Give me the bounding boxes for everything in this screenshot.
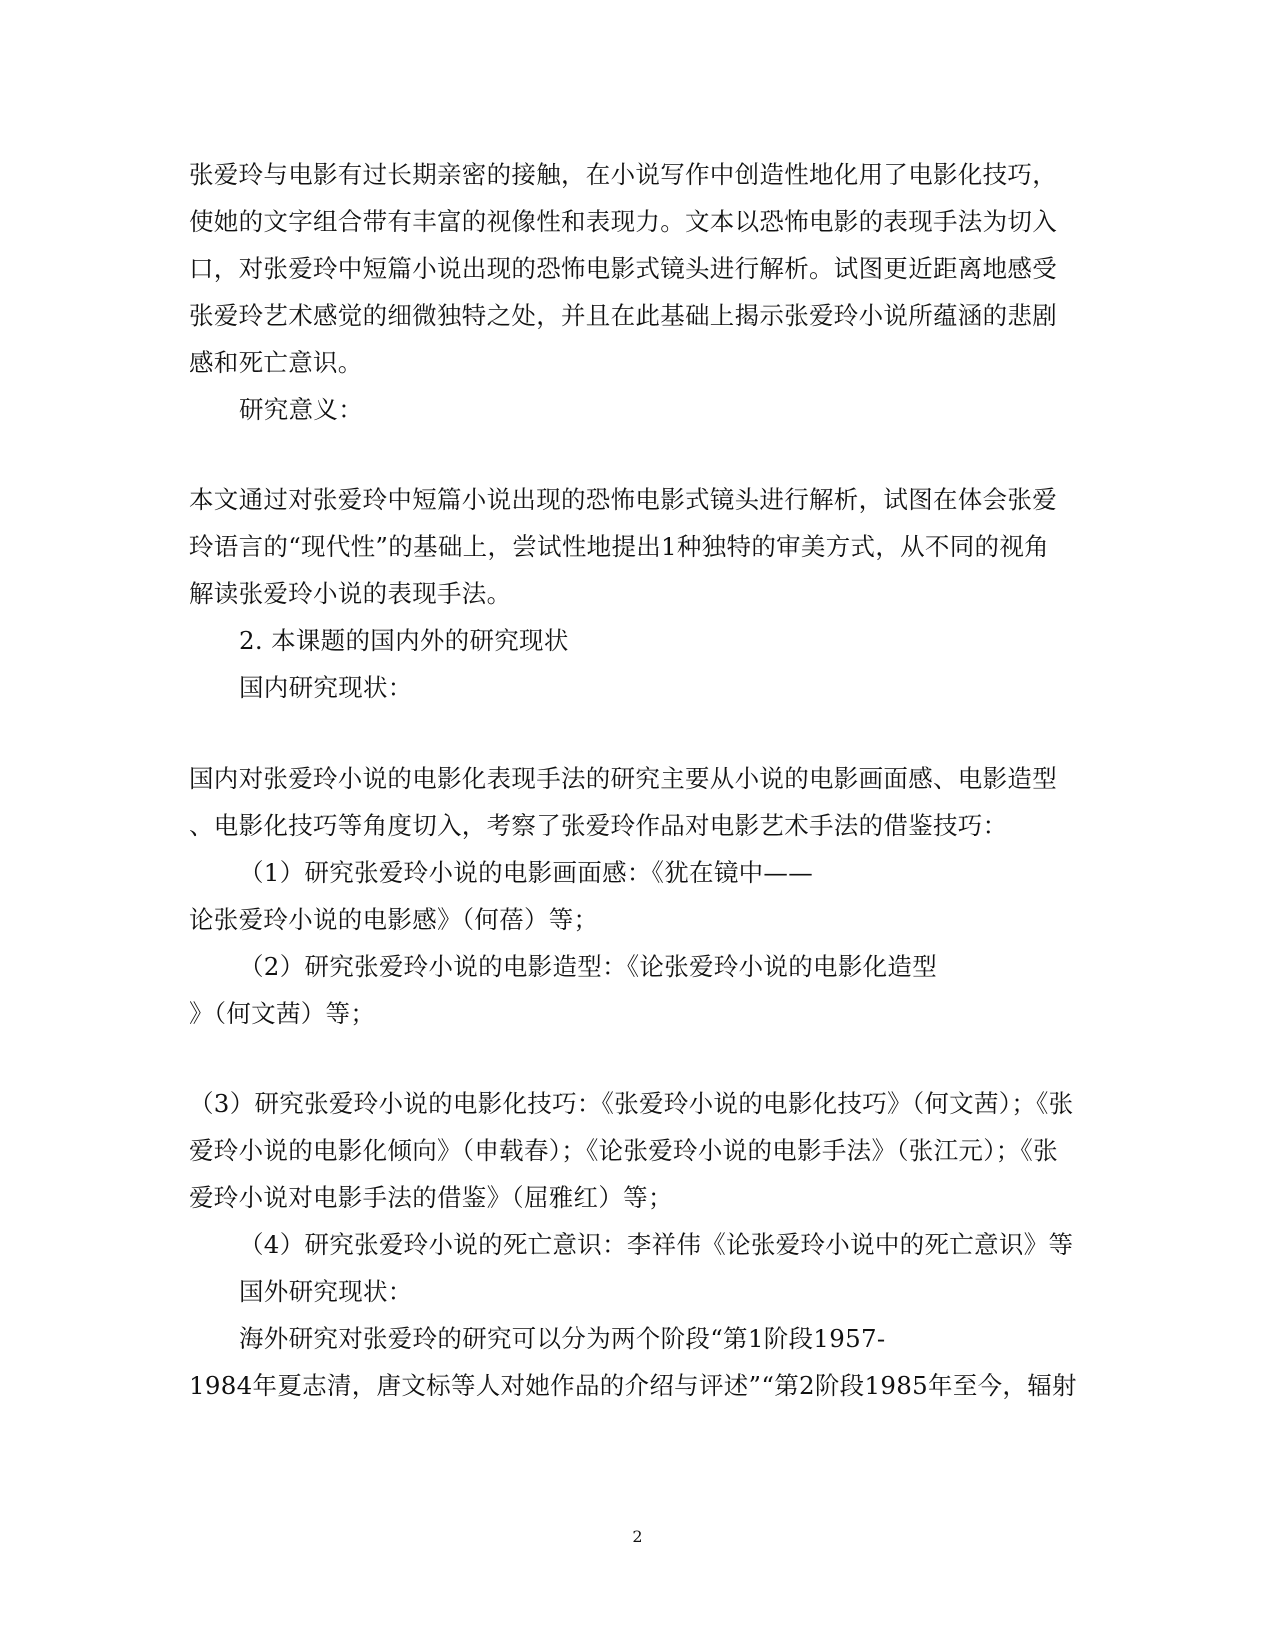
- list-item-line: （3）研究张爱玲小说的电影化技巧：《张爱玲小说的电影化技巧》（何文茜）；《张: [189, 1089, 1074, 1118]
- list-item-line: （4）研究张爱玲小说的死亡意识：李祥伟《论张爱玲小说中的死亡意识》等: [239, 1230, 1074, 1259]
- paragraph-line: 海外研究对张爱玲的研究可以分为两个阶段“第1阶段1957-: [239, 1324, 886, 1353]
- list-item-line: 爱玲小说的电影化倾向》（申载春）；《论张爱玲小说的电影手法》（张江元）；《张: [189, 1136, 1058, 1165]
- paragraph-line: 国内对张爱玲小说的电影化表现手法的研究主要从小说的电影画面感、电影造型: [189, 764, 1057, 793]
- section-heading: 国外研究现状：: [239, 1277, 413, 1306]
- section-heading: 国内研究现状：: [239, 673, 413, 702]
- page-number: 2: [632, 1527, 643, 1546]
- paragraph-line: 、电影化技巧等角度切入，考察了张爱玲作品对电影艺术手法的借鉴技巧：: [189, 811, 1008, 840]
- list-item-line: 》（何文茜）等；: [189, 999, 376, 1028]
- list-item-line: 爱玲小说对电影手法的借鉴》（屈雅红）等；: [189, 1183, 673, 1212]
- paragraph-line: 本文通过对张爱玲中短篇小说出现的恐怖电影式镜头进行解析，试图在体会张爱: [189, 485, 1057, 514]
- paragraph-line: 口，对张爱玲中短篇小说出现的恐怖电影式镜头进行解析。试图更近距离地感受: [189, 254, 1057, 283]
- list-item-line: 论张爱玲小说的电影感》（何蓓）等；: [189, 905, 599, 934]
- list-item-line: （1）研究张爱玲小说的电影画面感：《犹在镜中——: [239, 858, 814, 887]
- paragraph-line: 1984年夏志清，唐文标等人对她作品的介绍与评述”“第2阶段1985年至今，辐射: [189, 1371, 1077, 1400]
- paragraph-line: 感和死亡意识。: [189, 348, 363, 377]
- list-item-line: （2）研究张爱玲小说的电影造型：《论张爱玲小说的电影化造型: [239, 952, 938, 981]
- paragraph-line: 使她的文字组合带有丰富的视像性和表现力。文本以恐怖电影的表现手法为切入: [189, 207, 1057, 236]
- section-heading: 2. 本课题的国内外的研究现状: [239, 626, 569, 655]
- section-heading: 研究意义：: [239, 395, 363, 424]
- paragraph-line: 张爱玲与电影有过长期亲密的接触，在小说写作中创造性地化用了电影化技巧，: [189, 160, 1057, 189]
- paragraph-line: 解读张爱玲小说的表现手法。: [189, 579, 512, 608]
- paragraph-line: 张爱玲艺术感觉的细微独特之处，并且在此基础上揭示张爱玲小说所蕴涵的悲剧: [189, 301, 1057, 330]
- paragraph-line: 玲语言的“现代性”的基础上，尝试性地提出1种独特的审美方式，从不同的视角: [189, 532, 1049, 561]
